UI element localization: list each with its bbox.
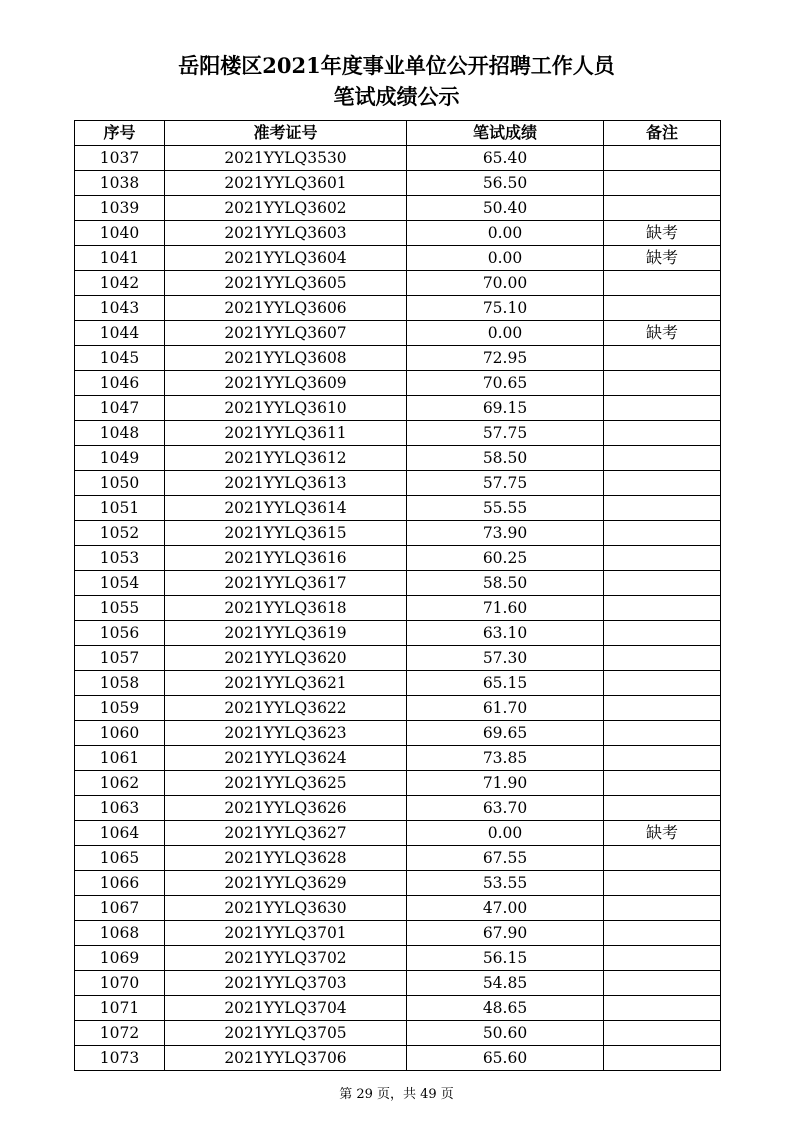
cell-score: 67.90 <box>407 921 604 946</box>
cell-seq: 1068 <box>75 921 165 946</box>
cell-exam-id: 2021YYLQ3530 <box>165 146 407 171</box>
cell-exam-id: 2021YYLQ3613 <box>165 471 407 496</box>
cell-exam-id: 2021YYLQ3626 <box>165 796 407 821</box>
cell-seq: 1066 <box>75 871 165 896</box>
cell-note <box>604 671 721 696</box>
cell-seq: 1069 <box>75 946 165 971</box>
cell-note <box>604 171 721 196</box>
cell-score: 58.50 <box>407 571 604 596</box>
table-row <box>75 296 721 321</box>
cell-note <box>604 746 721 771</box>
cell-exam-id: 2021YYLQ3623 <box>165 721 407 746</box>
cell-exam-id: 2021YYLQ3604 <box>165 246 407 271</box>
cell-exam-id: 2021YYLQ3621 <box>165 671 407 696</box>
table-row <box>75 446 721 471</box>
cell-note <box>604 596 721 621</box>
cell-exam-id: 2021YYLQ3602 <box>165 196 407 221</box>
cell-note <box>604 521 721 546</box>
cell-exam-id: 2021YYLQ3607 <box>165 321 407 346</box>
table-header-row <box>75 121 721 146</box>
cell-note <box>604 621 721 646</box>
cell-seq: 1063 <box>75 796 165 821</box>
cell-score: 67.55 <box>407 846 604 871</box>
table-row <box>75 471 721 496</box>
cell-note <box>604 921 721 946</box>
cell-seq: 1067 <box>75 896 165 921</box>
cell-exam-id: 2021YYLQ3610 <box>165 396 407 421</box>
cell-note <box>604 996 721 1021</box>
cell-note <box>604 371 721 396</box>
cell-score: 70.00 <box>407 271 604 296</box>
cell-seq: 1037 <box>75 146 165 171</box>
cell-score: 63.70 <box>407 796 604 821</box>
column-header-note: 备注 <box>604 121 721 146</box>
cell-note <box>604 946 721 971</box>
cell-score: 54.85 <box>407 971 604 996</box>
table-row <box>75 896 721 921</box>
table-row <box>75 346 721 371</box>
cell-score: 65.60 <box>407 1046 604 1071</box>
cell-score: 55.55 <box>407 496 604 521</box>
cell-note <box>604 646 721 671</box>
cell-seq: 1051 <box>75 496 165 521</box>
cell-seq: 1059 <box>75 696 165 721</box>
cell-note <box>604 696 721 721</box>
table-row <box>75 171 721 196</box>
cell-exam-id: 2021YYLQ3614 <box>165 496 407 521</box>
cell-score: 0.00 <box>407 821 604 846</box>
cell-exam-id: 2021YYLQ3624 <box>165 746 407 771</box>
cell-note: 缺考 <box>604 321 721 346</box>
cell-note <box>604 196 721 221</box>
cell-exam-id: 2021YYLQ3702 <box>165 946 407 971</box>
cell-score: 57.75 <box>407 421 604 446</box>
cell-score: 48.65 <box>407 996 604 1021</box>
cell-note <box>604 396 721 421</box>
cell-exam-id: 2021YYLQ3612 <box>165 446 407 471</box>
cell-seq: 1049 <box>75 446 165 471</box>
table-row <box>75 846 721 871</box>
table-row <box>75 721 721 746</box>
cell-seq: 1047 <box>75 396 165 421</box>
cell-exam-id: 2021YYLQ3603 <box>165 221 407 246</box>
cell-note <box>604 771 721 796</box>
cell-seq: 1053 <box>75 546 165 571</box>
table-row <box>75 496 721 521</box>
table-row <box>75 1021 721 1046</box>
cell-score: 56.15 <box>407 946 604 971</box>
cell-note <box>604 871 721 896</box>
table-row <box>75 546 721 571</box>
cell-seq: 1070 <box>75 971 165 996</box>
cell-note <box>604 721 721 746</box>
cell-score: 73.85 <box>407 746 604 771</box>
table-row <box>75 646 721 671</box>
cell-note <box>604 471 721 496</box>
cell-exam-id: 2021YYLQ3627 <box>165 821 407 846</box>
table-row <box>75 671 721 696</box>
cell-score: 69.15 <box>407 396 604 421</box>
cell-seq: 1050 <box>75 471 165 496</box>
table-row <box>75 271 721 296</box>
cell-note <box>604 1021 721 1046</box>
cell-note <box>604 346 721 371</box>
cell-seq: 1058 <box>75 671 165 696</box>
table-row <box>75 1046 721 1071</box>
cell-score: 0.00 <box>407 246 604 271</box>
cell-score: 47.00 <box>407 896 604 921</box>
cell-exam-id: 2021YYLQ3620 <box>165 646 407 671</box>
cell-score: 65.40 <box>407 146 604 171</box>
table-row <box>75 821 721 846</box>
cell-exam-id: 2021YYLQ3630 <box>165 896 407 921</box>
scores-table <box>74 120 721 1071</box>
cell-score: 71.90 <box>407 771 604 796</box>
cell-seq: 1064 <box>75 821 165 846</box>
table-body <box>75 146 721 1071</box>
cell-seq: 1046 <box>75 371 165 396</box>
cell-score: 70.65 <box>407 371 604 396</box>
cell-score: 75.10 <box>407 296 604 321</box>
cell-score: 73.90 <box>407 521 604 546</box>
cell-note <box>604 421 721 446</box>
cell-exam-id: 2021YYLQ3609 <box>165 371 407 396</box>
cell-note <box>604 446 721 471</box>
cell-exam-id: 2021YYLQ3615 <box>165 521 407 546</box>
cell-seq: 1043 <box>75 296 165 321</box>
cell-seq: 1065 <box>75 846 165 871</box>
cell-note <box>604 896 721 921</box>
table-row <box>75 421 721 446</box>
cell-exam-id: 2021YYLQ3704 <box>165 996 407 1021</box>
table-row <box>75 396 721 421</box>
cell-seq: 1040 <box>75 221 165 246</box>
cell-exam-id: 2021YYLQ3706 <box>165 1046 407 1071</box>
cell-exam-id: 2021YYLQ3628 <box>165 846 407 871</box>
cell-exam-id: 2021YYLQ3606 <box>165 296 407 321</box>
table-row <box>75 746 721 771</box>
cell-score: 50.40 <box>407 196 604 221</box>
cell-score: 57.30 <box>407 646 604 671</box>
cell-seq: 1060 <box>75 721 165 746</box>
cell-note <box>604 971 721 996</box>
table-row <box>75 246 721 271</box>
cell-seq: 1073 <box>75 1046 165 1071</box>
table-row <box>75 196 721 221</box>
column-header-seq: 序号 <box>75 121 165 146</box>
cell-seq: 1042 <box>75 271 165 296</box>
cell-exam-id: 2021YYLQ3619 <box>165 621 407 646</box>
cell-seq: 1062 <box>75 771 165 796</box>
table-row <box>75 146 721 171</box>
table-row <box>75 221 721 246</box>
table-row <box>75 971 721 996</box>
column-header-exam-id: 准考证号 <box>165 121 407 146</box>
table-row <box>75 796 721 821</box>
cell-score: 58.50 <box>407 446 604 471</box>
table-row <box>75 596 721 621</box>
cell-exam-id: 2021YYLQ3622 <box>165 696 407 721</box>
cell-seq: 1044 <box>75 321 165 346</box>
cell-score: 53.55 <box>407 871 604 896</box>
cell-seq: 1071 <box>75 996 165 1021</box>
document-subtitle: 笔试成绩公示 <box>333 84 460 109</box>
cell-note: 缺考 <box>604 821 721 846</box>
cell-score: 71.60 <box>407 596 604 621</box>
page-number: 第 29 页，共 49 页 <box>339 1087 454 1102</box>
cell-note <box>604 1046 721 1071</box>
cell-seq: 1054 <box>75 571 165 596</box>
cell-note <box>604 146 721 171</box>
cell-note <box>604 846 721 871</box>
cell-note <box>604 796 721 821</box>
cell-exam-id: 2021YYLQ3616 <box>165 546 407 571</box>
cell-score: 61.70 <box>407 696 604 721</box>
cell-exam-id: 2021YYLQ3618 <box>165 596 407 621</box>
table-row <box>75 571 721 596</box>
cell-exam-id: 2021YYLQ3608 <box>165 346 407 371</box>
cell-score: 0.00 <box>407 221 604 246</box>
cell-note <box>604 571 721 596</box>
table-row <box>75 696 721 721</box>
cell-seq: 1041 <box>75 246 165 271</box>
cell-exam-id: 2021YYLQ3701 <box>165 921 407 946</box>
cell-seq: 1057 <box>75 646 165 671</box>
cell-score: 72.95 <box>407 346 604 371</box>
document-title: 岳阳楼区2021年度事业单位公开招聘工作人员 <box>178 53 615 78</box>
table-row <box>75 621 721 646</box>
table-row <box>75 771 721 796</box>
cell-seq: 1048 <box>75 421 165 446</box>
cell-seq: 1056 <box>75 621 165 646</box>
cell-note <box>604 271 721 296</box>
cell-note <box>604 546 721 571</box>
cell-score: 60.25 <box>407 546 604 571</box>
cell-score: 63.10 <box>407 621 604 646</box>
cell-exam-id: 2021YYLQ3705 <box>165 1021 407 1046</box>
cell-seq: 1045 <box>75 346 165 371</box>
cell-seq: 1039 <box>75 196 165 221</box>
cell-exam-id: 2021YYLQ3703 <box>165 971 407 996</box>
cell-exam-id: 2021YYLQ3629 <box>165 871 407 896</box>
cell-score: 69.65 <box>407 721 604 746</box>
cell-note <box>604 296 721 321</box>
table-row <box>75 921 721 946</box>
table-row <box>75 946 721 971</box>
cell-seq: 1072 <box>75 1021 165 1046</box>
cell-seq: 1052 <box>75 521 165 546</box>
cell-exam-id: 2021YYLQ3617 <box>165 571 407 596</box>
cell-exam-id: 2021YYLQ3611 <box>165 421 407 446</box>
cell-seq: 1061 <box>75 746 165 771</box>
cell-score: 0.00 <box>407 321 604 346</box>
cell-note: 缺考 <box>604 221 721 246</box>
table-row <box>75 996 721 1021</box>
table-row <box>75 871 721 896</box>
column-header-score: 笔试成绩 <box>407 121 604 146</box>
cell-exam-id: 2021YYLQ3605 <box>165 271 407 296</box>
cell-score: 57.75 <box>407 471 604 496</box>
cell-exam-id: 2021YYLQ3625 <box>165 771 407 796</box>
cell-note: 缺考 <box>604 246 721 271</box>
cell-seq: 1055 <box>75 596 165 621</box>
cell-exam-id: 2021YYLQ3601 <box>165 171 407 196</box>
table-row <box>75 321 721 346</box>
cell-note <box>604 496 721 521</box>
table-row <box>75 371 721 396</box>
cell-score: 65.15 <box>407 671 604 696</box>
table-row <box>75 521 721 546</box>
cell-seq: 1038 <box>75 171 165 196</box>
cell-score: 56.50 <box>407 171 604 196</box>
cell-score: 50.60 <box>407 1021 604 1046</box>
